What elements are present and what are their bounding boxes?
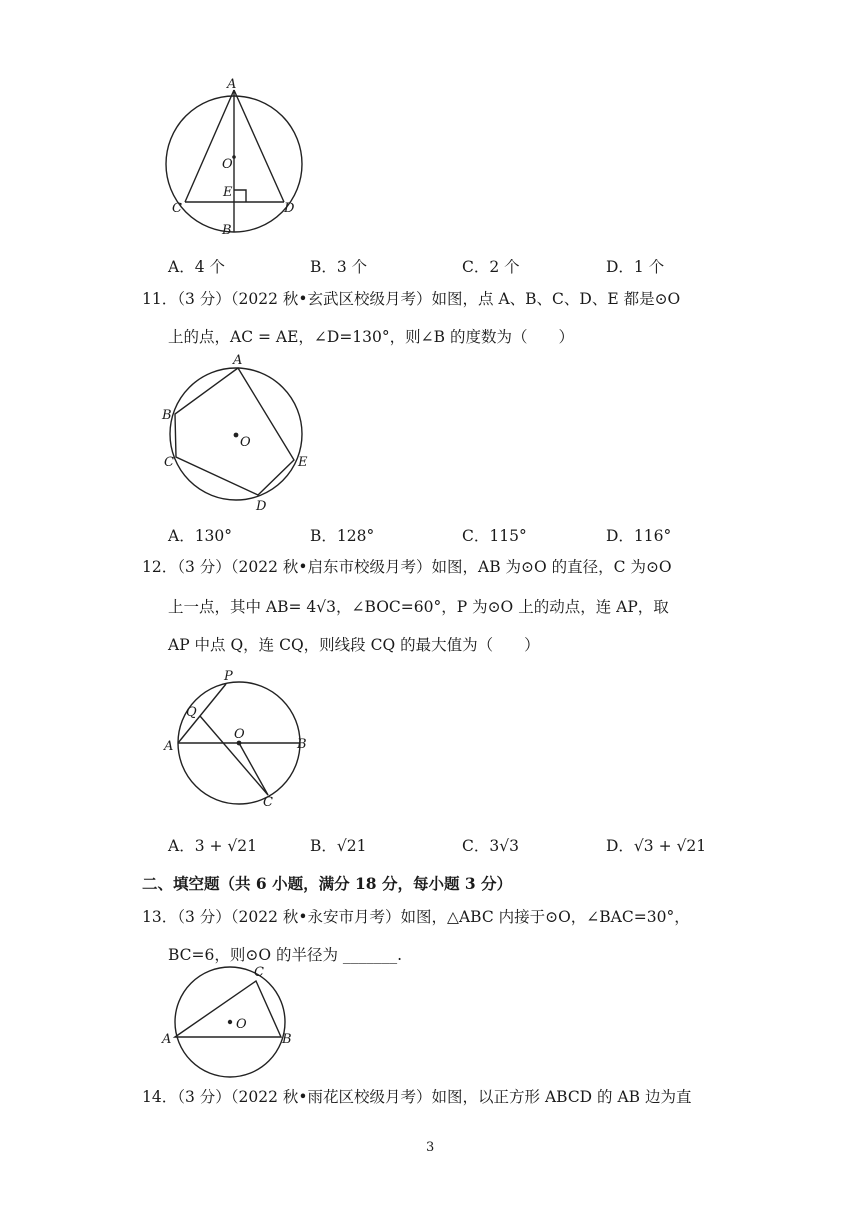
q12-option-a[interactable]: A．3 + √21: [168, 837, 257, 855]
q11-label-B: B: [162, 408, 172, 423]
q13-center-dot: [228, 1020, 232, 1024]
q11-pentagon-ABCDE: [175, 368, 294, 495]
q12-label-Q: Q: [186, 705, 197, 720]
q11-center-dot: [234, 433, 239, 438]
q11-option-d[interactable]: D．116°: [606, 527, 672, 545]
q13-triangle-ABC: [175, 981, 281, 1037]
page-number: 3: [426, 1140, 435, 1155]
q13-label-O: O: [236, 1017, 247, 1032]
q10-label-A: A: [227, 77, 237, 92]
q11-label-C: C: [164, 455, 174, 470]
q12-stem-line2: 上一点，其中 AB= 4√3，∠BOC=60°，P 为⊙O 上的动点，连 AP，取: [168, 598, 669, 616]
q14-stem-line1: 14．（3 分）（2022 秋•雨花区校级月考）如图，以正方形 ABCD 的 AB 边为直: [142, 1088, 692, 1106]
q12-figure: [160, 668, 330, 808]
q10-option-c[interactable]: C．2 个: [462, 258, 520, 276]
q13-figure: [160, 964, 310, 1074]
q12-option-d[interactable]: D．√3 + √21: [606, 837, 707, 855]
q13-label-A: A: [162, 1032, 172, 1047]
q10-figure: [160, 78, 310, 238]
q12-label-A: A: [164, 739, 174, 754]
q12-stem-line3: AP 中点 Q，连 CQ，则线段 CQ 的最大值为（ ）: [168, 636, 540, 654]
q10-option-d[interactable]: D．1 个: [606, 258, 665, 276]
q12-option-c[interactable]: C．3√3: [462, 837, 519, 855]
q11-option-b[interactable]: B．128°: [310, 527, 375, 545]
q12-label-P: P: [224, 669, 233, 684]
q11-option-a[interactable]: A．130°: [168, 527, 233, 545]
q12-stem-line1: 12．（3 分）（2022 秋•启东市校级月考）如图，AB 为⊙O 的直径，C 为⊙O: [142, 558, 672, 576]
q10-option-b[interactable]: B．3 个: [310, 258, 368, 276]
q11-option-c[interactable]: C．115°: [462, 527, 527, 545]
q13-stem-line1: 13．（3 分）（2022 秋•永安市月考）如图，△ABC 内接于⊙O，∠BAC=30°，: [142, 908, 690, 926]
q11-label-A: A: [233, 353, 243, 368]
q11-label-O: O: [240, 435, 251, 450]
q11-figure: [158, 352, 318, 512]
q10-segment-AD: [234, 90, 284, 202]
q10-label-O: O: [222, 157, 233, 172]
q10-label-E: E: [223, 185, 233, 200]
q11-label-E: E: [298, 455, 308, 470]
q12-option-b[interactable]: B．√21: [310, 837, 367, 855]
q12-label-O: O: [234, 727, 245, 742]
q10-center-dot: [232, 155, 236, 159]
q13-stem-line2: BC=6，则⊙O 的半径为 _______.: [168, 946, 403, 964]
section-fill-in-heading: 二、填空题（共 6 小题，满分 18 分，每小题 3 分）: [142, 874, 513, 893]
q11-stem-line1: 11．（3 分）（2022 秋•玄武区校级月考）如图，点 A、B、C、D、E 都是⊙O: [142, 290, 681, 308]
q10-option-a[interactable]: A．4 个: [168, 258, 225, 276]
q10-label-D: D: [284, 201, 295, 216]
q11-label-D: D: [256, 499, 267, 514]
q12-segment-OC: [239, 743, 268, 795]
q12-label-B: B: [297, 737, 307, 752]
q10-label-C: C: [172, 201, 182, 216]
q12-label-C: C: [263, 795, 273, 810]
q13-label-B: B: [282, 1032, 292, 1047]
q13-label-C: C: [254, 965, 264, 980]
q10-right-angle-mark: [234, 190, 246, 202]
q10-label-B: B: [222, 223, 232, 238]
q11-stem-line2: 上的点，AC = AE，∠D=130°，则∠B 的度数为（ ）: [168, 328, 574, 346]
